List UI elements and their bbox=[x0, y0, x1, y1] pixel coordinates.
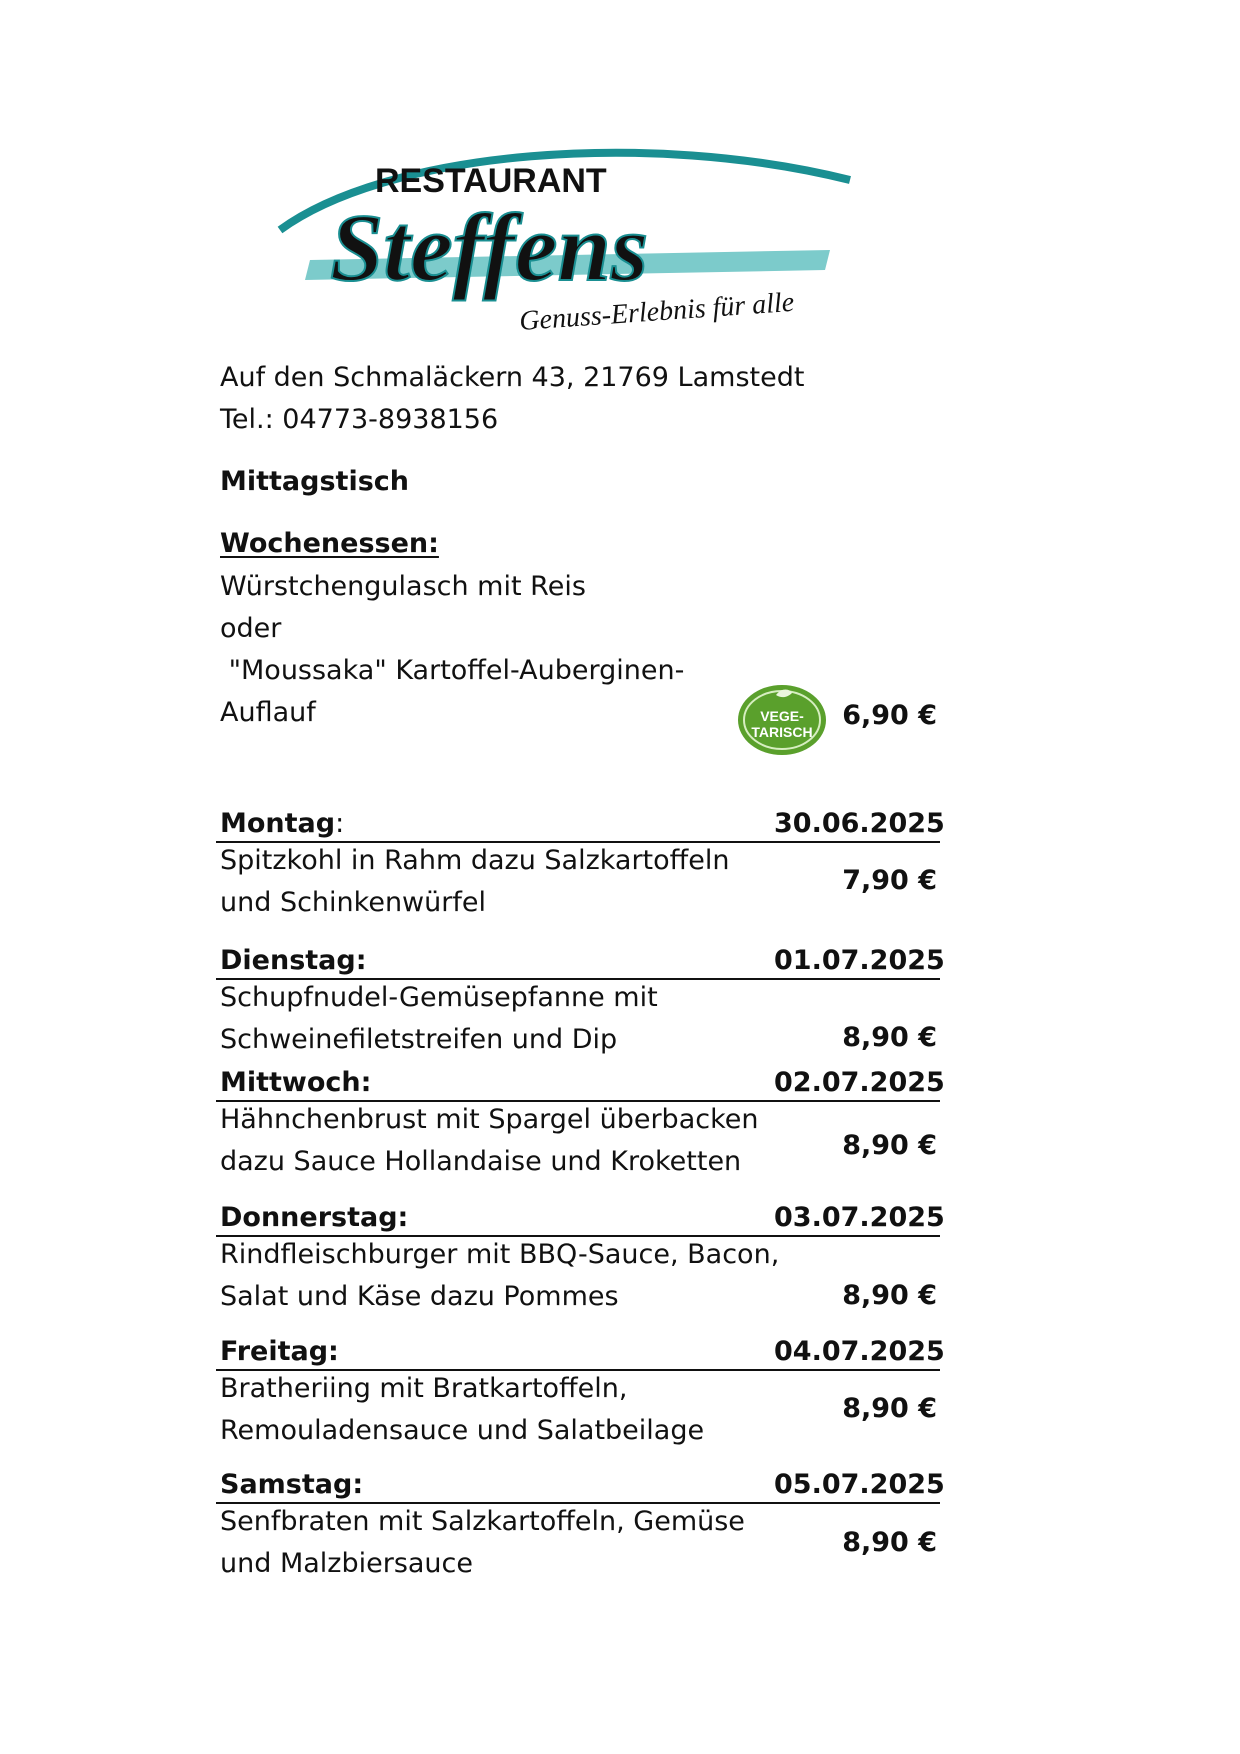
logo-restaurant-text: RESTAURANT bbox=[375, 162, 607, 200]
dish-donnerstag bbox=[220, 1234, 780, 1318]
day-header-mittwoch bbox=[216, 1057, 945, 1102]
weekly-line: Würstchengulasch mit Reis bbox=[220, 571, 586, 602]
dish-montag bbox=[220, 840, 780, 924]
weekly-line: Auflauf bbox=[220, 697, 316, 728]
day-date: 05.07.2025 bbox=[774, 1469, 945, 1500]
day-name: Mittwoch: bbox=[220, 1067, 372, 1098]
weekly-line: oder bbox=[220, 613, 282, 644]
logo-slogan-text: Genuss-Erlebnis für alle bbox=[518, 286, 796, 337]
page-title: Mittagstisch bbox=[220, 466, 410, 497]
logo-name-text: Steffens bbox=[330, 194, 649, 301]
day-header-freitag bbox=[216, 1326, 945, 1371]
dish-line: Salat und Käse dazu Pommes bbox=[220, 1281, 619, 1312]
day-name: Montag: bbox=[220, 808, 345, 839]
dish-dienstag bbox=[220, 977, 780, 1061]
price-mittwoch: 8,90 € bbox=[842, 1130, 937, 1161]
day-name: Donnerstag: bbox=[220, 1202, 409, 1233]
day-header-donnerstag bbox=[216, 1192, 945, 1237]
dish-samstag bbox=[220, 1501, 780, 1585]
day-name: Freitag: bbox=[220, 1336, 339, 1367]
price-dienstag: 8,90 € bbox=[842, 1022, 937, 1053]
day-header-montag bbox=[216, 798, 945, 843]
dish-line: Spitzkohl in Rahm dazu Salzkartoffeln bbox=[220, 845, 730, 876]
day-date: 02.07.2025 bbox=[774, 1067, 945, 1098]
day-name: Dienstag: bbox=[220, 945, 367, 976]
day-name: Samstag: bbox=[220, 1469, 364, 1500]
dish-freitag bbox=[220, 1368, 780, 1452]
weekly-dish bbox=[220, 566, 780, 734]
day-date: 30.06.2025 bbox=[774, 808, 945, 839]
dish-line: und Malzbiersauce bbox=[220, 1548, 473, 1579]
dish-line: Rindfleischburger mit BBQ-Sauce, Bacon, bbox=[220, 1239, 780, 1270]
dish-mittwoch bbox=[220, 1099, 780, 1183]
badge-line2: TARISCH bbox=[751, 724, 813, 740]
dish-line: Schweinefiletstreifen und Dip bbox=[220, 1024, 618, 1055]
day-header-samstag bbox=[216, 1459, 945, 1504]
address: Auf den Schmaläckern 43, 21769 Lamstedt bbox=[220, 362, 805, 393]
weekly-price: 6,90 € bbox=[842, 700, 937, 731]
price-samstag: 8,90 € bbox=[842, 1527, 937, 1558]
price-montag: 7,90 € bbox=[842, 865, 937, 896]
badge-line1: VEGE- bbox=[760, 708, 804, 724]
dish-line: Hähnchenbrust mit Spargel überbacken bbox=[220, 1104, 759, 1135]
weekly-heading: Wochenessen: bbox=[220, 528, 439, 559]
phone: Tel.: 04773-8938156 bbox=[220, 404, 499, 435]
price-freitag: 8,90 € bbox=[842, 1393, 937, 1424]
day-date: 03.07.2025 bbox=[774, 1202, 945, 1233]
dish-line: Schupfnudel-Gemüsepfanne mit bbox=[220, 982, 658, 1013]
dish-line: Senfbraten mit Salzkartoffeln, Gemüse bbox=[220, 1506, 745, 1537]
dish-line: und Schinkenwürfel bbox=[220, 887, 486, 918]
restaurant-logo bbox=[270, 140, 870, 350]
day-header-dienstag bbox=[216, 935, 945, 980]
vegetarian-badge bbox=[736, 683, 828, 757]
price-donnerstag: 8,90 € bbox=[842, 1280, 937, 1311]
dish-line: dazu Sauce Hollandaise und Kroketten bbox=[220, 1146, 742, 1177]
weekly-line: "Moussaka" Kartoffel-Auberginen- bbox=[220, 655, 685, 686]
dish-line: Remouladensauce und Salatbeilage bbox=[220, 1415, 705, 1446]
dish-line: Bratheriing mit Bratkartoffeln, bbox=[220, 1373, 628, 1404]
day-date: 04.07.2025 bbox=[774, 1336, 945, 1367]
day-date: 01.07.2025 bbox=[774, 945, 945, 976]
